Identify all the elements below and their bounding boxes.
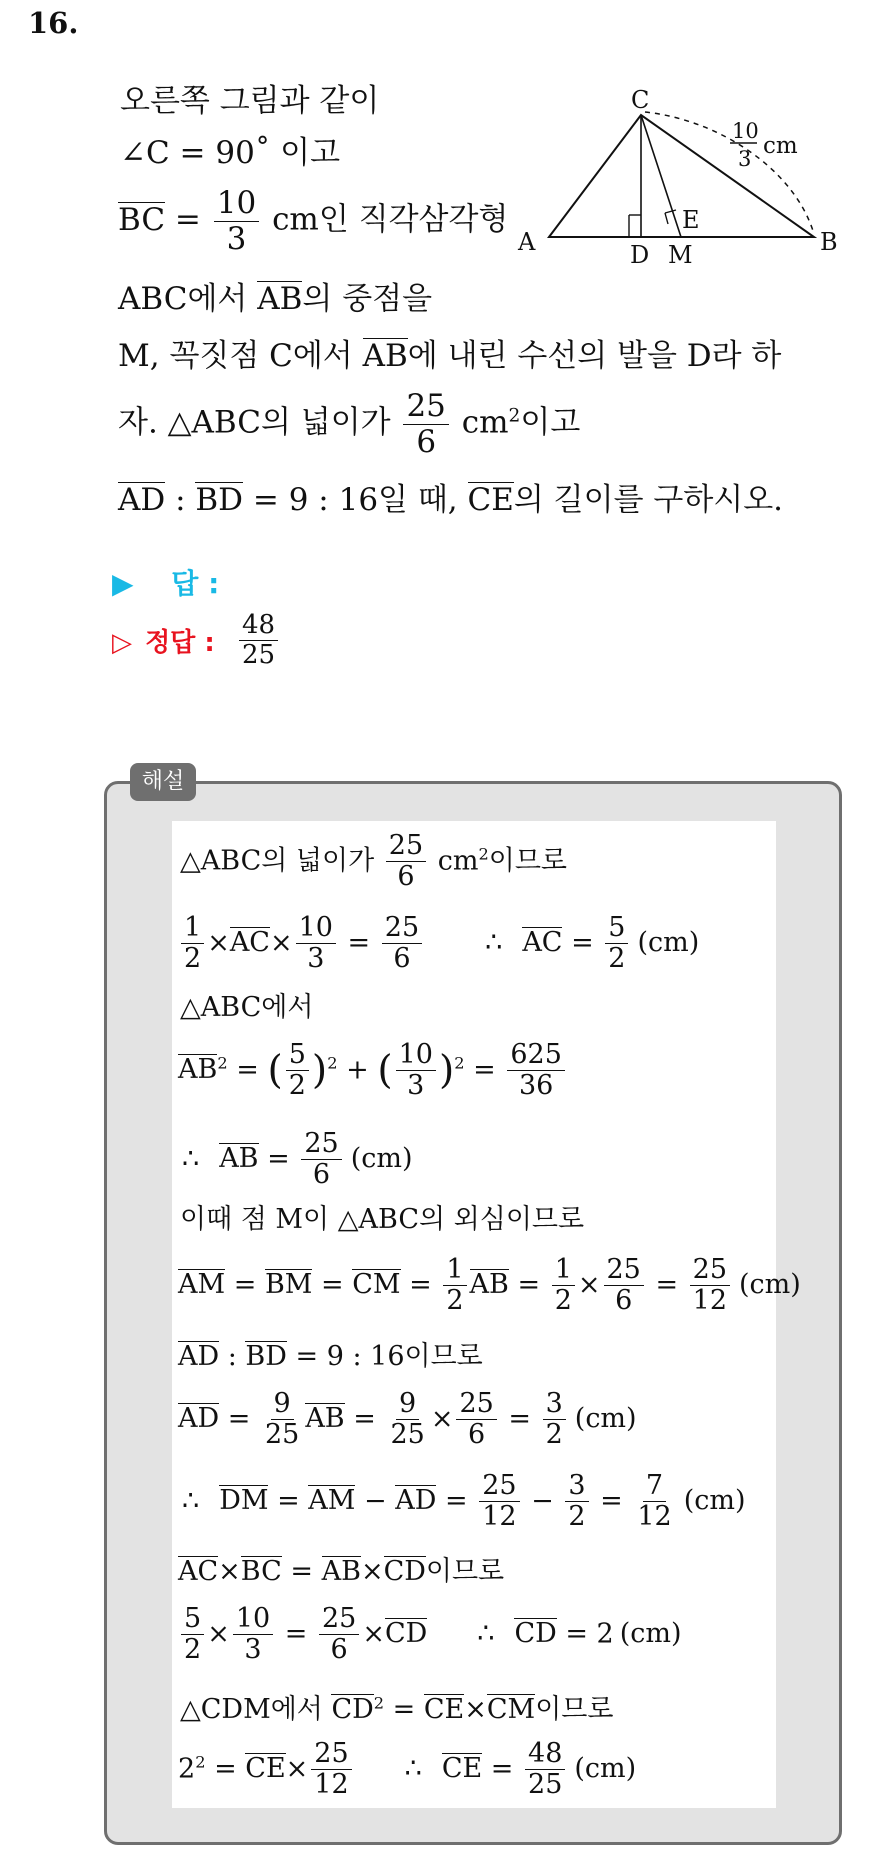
- exp-line-3: △ABC에서: [180, 992, 314, 1023]
- question-line-4: ABC에서 AB의 중점을: [118, 281, 433, 317]
- triangle-figure: [510, 80, 850, 280]
- answer-row: [112, 562, 219, 602]
- bc-label-unit: cm: [763, 133, 798, 159]
- exp-line-9: AD = $\frac{9}{25}$ AB = $\frac{9}{25}$ × $\frac{25}{6}$ = $\frac{3}{2}$ (cm): [178, 1388, 637, 1451]
- segment-ab: AB: [257, 281, 303, 317]
- segment-ab: AB: [362, 338, 408, 374]
- explanation-tag: 해설: [130, 763, 196, 801]
- label-m: M: [668, 241, 693, 269]
- segment-bd: BD: [195, 482, 244, 518]
- label-d: D: [630, 241, 650, 269]
- play-outline-icon: ▷: [112, 628, 132, 658]
- exp-line-8: AD : BD = 9 : 16이므로: [178, 1341, 483, 1372]
- exp-line-10: ∴ DM = AM − AD = $\frac{25}{12}$ − $\frac{3}{2}$ = $\frac{7}{12}$ (cm): [182, 1470, 746, 1533]
- correct-answer-row: [112, 622, 215, 659]
- question-line-5: M, 꼭짓점 C에서 AB에 내린 수선의 발을 D라 하: [118, 338, 782, 374]
- play-icon: ▶: [112, 567, 134, 600]
- correct-answer-value: $\frac{48}{25}$: [236, 612, 281, 670]
- bc-label-num: 10: [732, 119, 759, 143]
- exp-line-2: $\frac{1}{2}$ ×AC× $\frac{10}{3}$ = $\frac{25}{6}$ ∴ AC = $\frac{5}{2}$ (cm): [178, 914, 699, 974]
- exp-line-1: △ABC의 넓이가 $\frac{25}{6}$ $cm^2$이므로: [180, 830, 567, 893]
- exp-line-13: △CDM에서 $CD^2 = CE\times CM$이므로: [180, 1693, 614, 1725]
- fraction: $\frac{10}{3}$: [214, 187, 259, 255]
- exp-line-12: $\frac{5}{2}$ × $\frac{10}{3}$ = $\frac{25}{6}$ ×CD ∴ CD = 2 (cm): [178, 1605, 682, 1665]
- exp-line-6: 이때 점 M이 △ABC의 외심이므로: [180, 1204, 585, 1235]
- segment-ad: AD: [118, 482, 166, 518]
- fraction: $\frac{25}{6}$: [403, 390, 448, 458]
- answer-label: 답 :: [171, 567, 220, 600]
- label-c: C: [631, 86, 650, 114]
- question-line-7: AD : BD = 9 : 16일 때, CE의 길이를 구하시오.: [118, 482, 784, 518]
- label-a: A: [518, 228, 536, 256]
- question-line-6: 자. △ABC의 넓이가 $\frac{25}{6}$ $cm^2$이고: [118, 388, 581, 460]
- bc-label-den: 3: [738, 147, 752, 171]
- label-e: E: [682, 206, 700, 234]
- exp-line-11: AC×BC = AB×CD이므로: [178, 1556, 505, 1587]
- exp-line-14: $2^2 = CE\times$ $\frac{25}{12}$ ∴ CE = $\frac{48}{25}$ (cm): [178, 1738, 637, 1801]
- median-cm: [641, 115, 681, 237]
- bc-dashed-arc: [645, 112, 814, 234]
- exp-line-5: ∴ AB = $\frac{25}{6}$ (cm): [182, 1128, 413, 1191]
- question-line-3: BC = $\frac{10}{3}$ cm인 직각삼각형: [118, 185, 509, 257]
- segment-bc: BC: [118, 201, 166, 238]
- question-line-1: 오른쪽 그림과 같이: [120, 83, 380, 119]
- label-b: B: [820, 228, 838, 256]
- question-number: 16.: [28, 6, 79, 40]
- question-line-2: ∠C = 90˚ 이고: [120, 135, 341, 171]
- exp-line-7: AM = BM = CM = $\frac{1}{2}$ AB = $\frac{1}{2}$ × $\frac{25}{6}$ = $\frac{25}{12}$ (cm): [178, 1254, 801, 1317]
- segment-ce: CE: [467, 482, 514, 518]
- correct-answer-label: 정답 :: [145, 628, 215, 658]
- exp-line-4: $AB^2$ = ( $\frac{5}{2}$ )$^2$ + ( $\frac{10}{3}$ )$^2$ = $\frac{625}{36}$: [178, 1041, 568, 1101]
